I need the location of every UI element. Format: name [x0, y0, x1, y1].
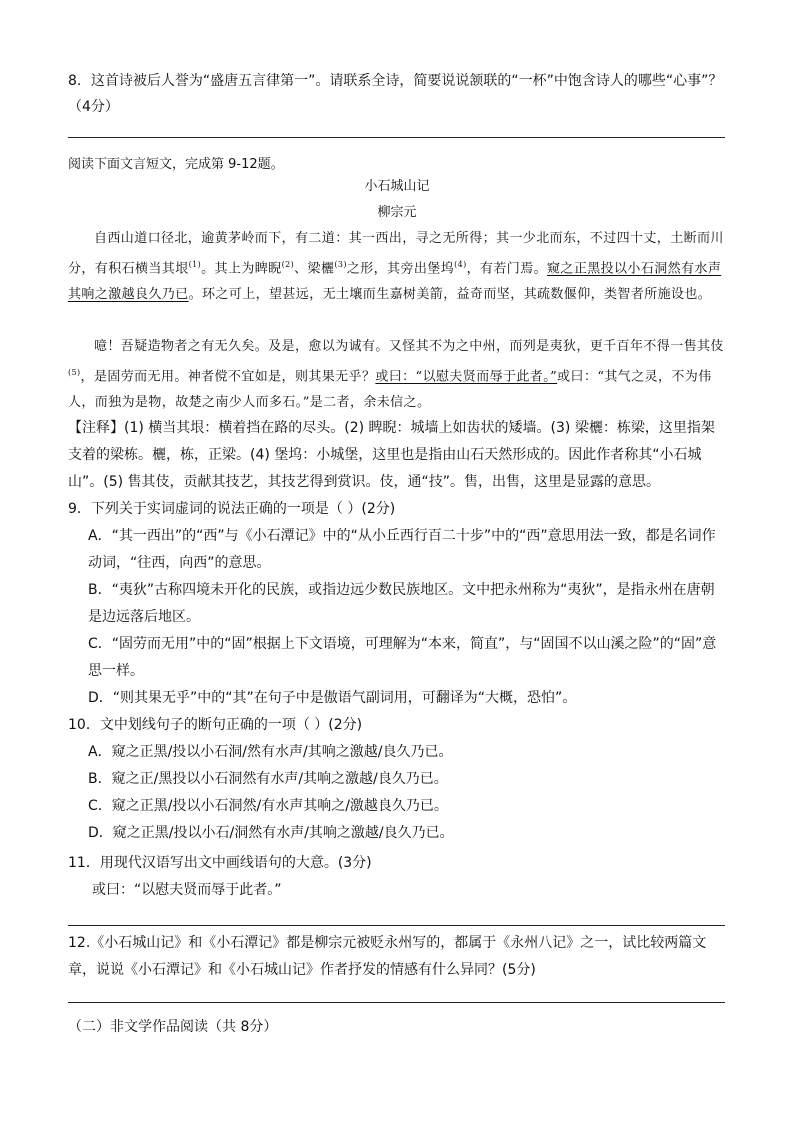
- question-8: [68, 68, 728, 95]
- answer-line-12: [68, 1002, 725, 1003]
- question-12: 12.《小石城山记》和《小石潭记》都是柳宗元被贬永州写的，都属于《永州八记》之一，试比较两篇文章，说说《小石潭记》和《小石城山记》作者抒发的情感有什么异同？(5分): [68, 935, 707, 978]
- question-11-quote: 或曰：“以慰夫贤而辱于此者。”: [92, 882, 282, 898]
- question-9-option-c: C．“固劳而无用”中的“固”根据上下文语境，可理解为“本来，简直”，与“固国不以山溪之险”的“固”意思一样。: [88, 636, 717, 679]
- passage-author: 柳宗元: [377, 205, 417, 220]
- annotations: [68, 415, 728, 496]
- note-ref-1: (1): [188, 260, 202, 269]
- question-10-option-a: A．窥之正黑/投以小石洞/然有水声/其响之激越/良久乃已。: [88, 744, 453, 760]
- p1-text-e: ，有若门焉。: [466, 261, 548, 277]
- question-8-points: （4分）: [68, 99, 119, 115]
- passage-paragraph-1: [68, 226, 728, 308]
- question-9-option-d: D．“则其果无乎”中的“其”在句子中是傲语气副词用，可翻译为“大概，恐怕”。: [88, 690, 577, 706]
- p1-text-a: 自西山道口径北，逾黄茅岭而下，有二道：其一西出，寻之无所得；其一少北而东，不过四十丈，土断而川分，有积石横当其垠: [68, 231, 724, 277]
- question-10-option-b: B．窥之正/黑投以小石洞然有水声/其响之激越/良久乃已。: [88, 771, 448, 787]
- passage-paragraph-2: [68, 334, 728, 416]
- note-ref-2: (2): [281, 260, 295, 269]
- p1-text-f: 。环之可上，望甚远，无土壤而生嘉树美箭，益奇而坚，其疏数偃仰，类智者所施设也。: [188, 287, 712, 303]
- question-10-stem: 10．文中划线句子的断句正确的一项（ ）(2分): [68, 717, 363, 733]
- p1-text-c: 、梁欐: [294, 261, 335, 277]
- p2-text-b: ，是固劳而无用。神者傥不宜如是，则其果无乎？: [80, 369, 376, 385]
- passage-title: 小石城山记: [364, 179, 430, 194]
- question-9-option-b: B．“夷狄”古称四境未开化的民族，或指边远少数民族地区。文中把永州称为“夷狄”，是指永州在唐朝是边远落后地区。: [88, 582, 715, 625]
- note-ref-4: (4): [454, 260, 467, 269]
- question-10-option-c: C．窥之正黑/投以小石洞然/有水声其响之/激越良久乃已。: [88, 798, 448, 814]
- p2-text-c: 或曰：“其气之灵，不为伟人，而独为是物，故楚之南少人而多石。”是二者，余未信之。: [68, 369, 712, 411]
- p2-text-a: 噫！吾疑造物者之有无久矣。及是，愈以为诚有。又怪其不为之中州，而列是夷狄，更千百年不得一售其伎: [94, 339, 724, 354]
- answer-line-11: [68, 925, 725, 926]
- question-10-option-d: D．窥之正黑/投以小石/洞然有水声/其响之激越/良久乃已。: [88, 825, 454, 841]
- answer-line-8: [68, 137, 725, 138]
- annotations-text: (1) 横当其垠：横着挡在路的尽头。(2) 睥睨：城墙上如齿状的矮墙。(3) 梁欐：栋梁，这里指架支着的梁栋。欐，栋，正梁。(4) 堡坞：小城堡，这里也是指由山石天然形成的。因此作者称其“小石城山”。(5) 售其伎，贡献其技艺，其技艺得到赏识。伎，通“技”。售，出售，这里是显露的意思。: [68, 420, 715, 490]
- annotations-label: 【注释】: [68, 420, 124, 436]
- underlined-sentence-2: 或曰：“以慰夫贤而辱于此者。”: [375, 369, 558, 385]
- p1-text-b: 。其上为睥睨: [201, 261, 282, 277]
- question-9-option-a: A．“其一西出”的“西”与《小石潭记》中的“从小丘西行百二十步”中的“西”意思用法一致，都是名词作动词，“往西，向西”的意思。: [88, 528, 716, 571]
- reading-intro: 阅读下面文言短文，完成第 9-12题。: [68, 157, 284, 172]
- p1-text-d: 之形，其旁出堡坞: [346, 261, 455, 277]
- question-9-stem: 9．下列关于实词虚词的说法正确的一项是（ ）(2分): [68, 501, 396, 517]
- section-2-heading: （二）非文学作品阅读（共 8分）: [68, 1019, 278, 1035]
- question-8-text: 8．这首诗被后人誉为“盛唐五言律第一”。请联系全诗，简要说说颔联的“一杯”中饱含诗人的哪些“心事”？: [68, 73, 723, 89]
- note-ref-3: (3): [334, 260, 347, 269]
- note-ref-5: (5): [68, 368, 81, 377]
- question-11-stem: 11．用现代汉语写出文中画线语句的大意。(3分): [68, 855, 372, 871]
- underlined-sentence-1: 窥之正黑投以小石洞然有水声其响之激越良久乃已: [68, 261, 722, 303]
